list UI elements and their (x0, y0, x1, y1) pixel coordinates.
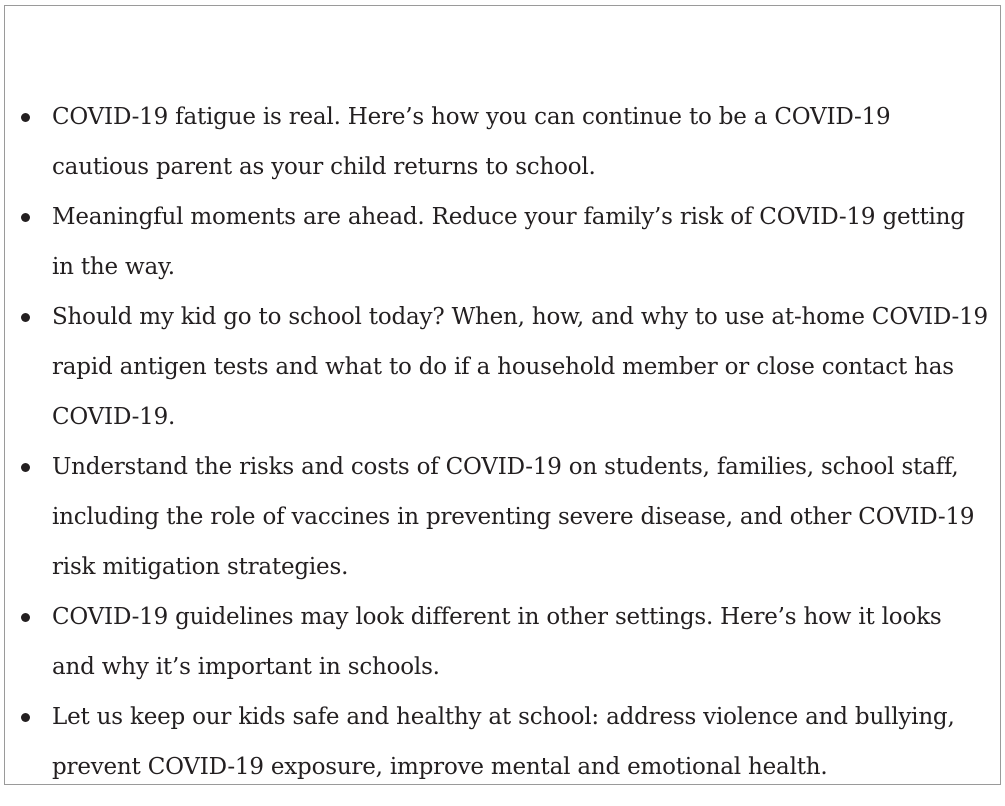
bullet-text: COVID-19 fatigue is real. Here’s how you can continue to be a COVID-19 cautious parent as your child returns to school. (52, 104, 891, 180)
bullet-text: Let us keep our kids safe and healthy at school: address violence and bullying, prevent COVID-19 exposure, improve mental and emotional health. (52, 704, 955, 780)
bullet-dot-icon (21, 313, 30, 322)
bullet-dot-icon (21, 213, 30, 222)
bullet-dot-icon (21, 463, 30, 472)
bullet-dot-icon (21, 713, 30, 722)
bullet-dot-icon (21, 613, 30, 622)
bullet-item (5, 292, 1002, 442)
bullet-text: Understand the risks and costs of COVID-19 on students, families, school staff, including the role of vaccines in preventing severe disease, and other COVID-19 risk mitigation strategies. (52, 454, 975, 580)
bullet-text: COVID-19 guidelines may look different in other settings. Here’s how it looks and why it’s important in schools. (52, 604, 942, 680)
bullet-item (5, 92, 1002, 192)
bullet-list (5, 92, 1002, 792)
bullet-dot-icon (21, 113, 30, 122)
content-box (4, 5, 1001, 785)
bullet-item (5, 192, 1002, 292)
bullet-item (5, 692, 1002, 792)
bullet-item (5, 592, 1002, 692)
bullet-item (5, 442, 1002, 592)
bullet-text: Meaningful moments are ahead. Reduce your family’s risk of COVID-19 getting in the way. (52, 204, 965, 280)
bullet-text: Should my kid go to school today? When, how, and why to use at-home COVID-19 rapid antigen tests and what to do if a household member or close contact has COVID-19. (52, 304, 988, 430)
